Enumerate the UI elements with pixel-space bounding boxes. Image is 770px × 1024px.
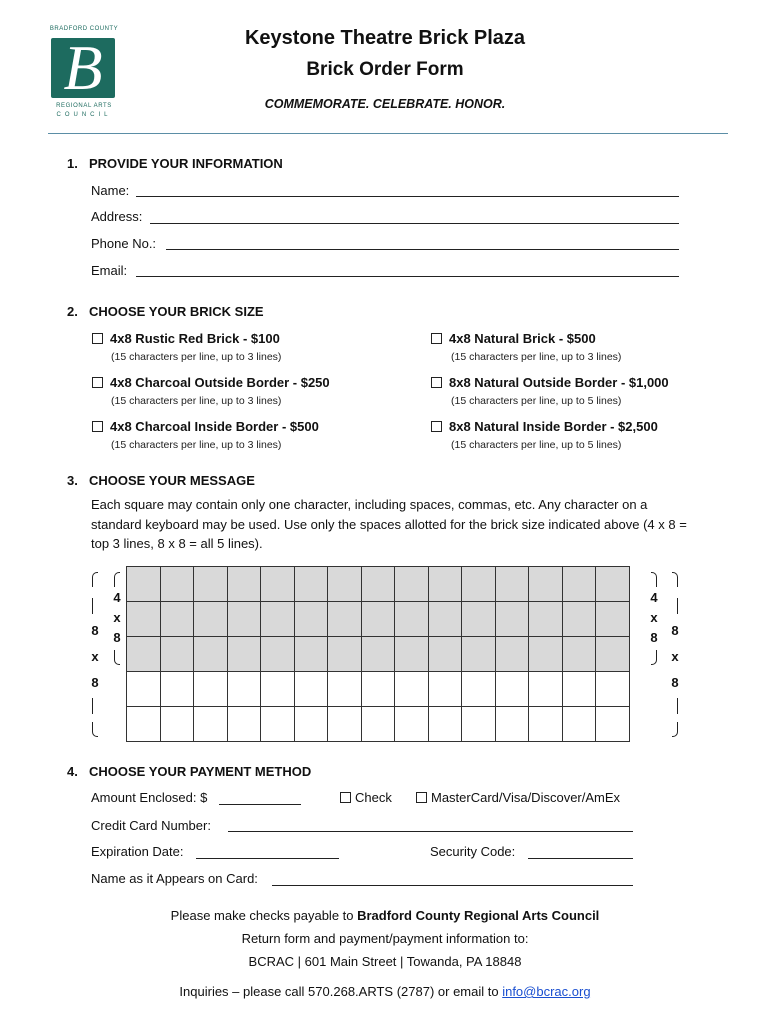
page-title: Keystone Theatre Brick Plaza xyxy=(244,27,526,49)
checkbox[interactable] xyxy=(416,792,427,803)
address-label: Address: xyxy=(91,209,143,224)
character-cell[interactable] xyxy=(562,602,596,637)
section-title: CHOOSE YOUR MESSAGE xyxy=(89,473,255,488)
phone-field[interactable] xyxy=(166,249,679,250)
email-link[interactable]: info@bcrac.org xyxy=(502,984,591,999)
option-label: 4x8 Charcoal Inside Border - $500 xyxy=(110,419,319,434)
logo-top-text: BRADFORD COUNTY xyxy=(49,26,119,32)
section-number: 4. xyxy=(67,764,78,779)
character-cell[interactable] xyxy=(160,672,194,707)
character-cell[interactable] xyxy=(328,672,362,707)
character-cell[interactable] xyxy=(428,602,462,637)
character-cell[interactable] xyxy=(361,672,395,707)
mailing-address: BCRAC | 601 Main Street | Towanda, PA 18848 xyxy=(248,954,522,969)
label-8x8-x: x xyxy=(671,649,679,664)
right-8x8-bracket xyxy=(668,572,682,738)
character-cell[interactable] xyxy=(596,672,630,707)
character-cell[interactable] xyxy=(495,637,529,672)
character-cell[interactable] xyxy=(596,637,630,672)
character-cell[interactable] xyxy=(294,672,328,707)
section-4-heading xyxy=(67,764,311,779)
option-label: 4x8 Charcoal Outside Border - $250 xyxy=(110,375,330,390)
section-number: 3. xyxy=(67,473,78,488)
check-option[interactable] xyxy=(340,790,392,805)
checkbox[interactable] xyxy=(431,333,442,344)
payable-prefix: Please make checks payable to xyxy=(170,908,358,923)
character-cell[interactable] xyxy=(160,567,194,602)
option-4x8-charcoal-outside[interactable] xyxy=(92,375,330,390)
tagline: COMMEMORATE. CELEBRATE. HONOR. xyxy=(264,97,506,111)
message-instructions: Each square may contain only one character, including spaces, commas, etc. Any character on a standard keyboard may be used. Use only the spaces allotted for the brick size indicated above (4 x 8 = top 3 lines, 8 x 8 = all 5 lines). xyxy=(91,497,687,551)
expiration-label: Expiration Date: xyxy=(91,844,184,859)
character-cell[interactable] xyxy=(194,637,228,672)
character-cell[interactable] xyxy=(227,602,261,637)
character-cell[interactable] xyxy=(596,567,630,602)
character-cell[interactable] xyxy=(261,567,295,602)
logo-bottom-text: REGIONAL ARTS xyxy=(56,103,112,109)
character-cell[interactable] xyxy=(261,637,295,672)
character-cell[interactable] xyxy=(261,602,295,637)
name-on-card-label: Name as it Appears on Card: xyxy=(91,871,258,886)
character-cell[interactable] xyxy=(395,672,429,707)
grid-row xyxy=(127,602,630,637)
character-cell[interactable] xyxy=(562,567,596,602)
label-4x8-8: 8 xyxy=(650,630,658,645)
option-note: (15 characters per line, up to 3 lines) xyxy=(111,395,282,407)
character-cell[interactable] xyxy=(127,707,161,742)
label-8x8-x: x xyxy=(91,649,99,664)
character-cell[interactable] xyxy=(328,637,362,672)
character-cell[interactable] xyxy=(227,707,261,742)
character-cell[interactable] xyxy=(261,672,295,707)
option-8x8-natural-inside[interactable] xyxy=(431,419,658,434)
character-cell[interactable] xyxy=(428,672,462,707)
character-cell[interactable] xyxy=(294,637,328,672)
section-2-heading xyxy=(67,304,264,319)
section-title: CHOOSE YOUR BRICK SIZE xyxy=(89,304,264,319)
character-cell[interactable] xyxy=(395,567,429,602)
option-4x8-rustic-red[interactable] xyxy=(92,331,280,346)
character-cell[interactable] xyxy=(227,637,261,672)
option-note: (15 characters per line, up to 3 lines) xyxy=(451,351,622,363)
label-8x8-8a: 8 xyxy=(91,623,99,638)
option-label: 8x8 Natural Inside Border - $2,500 xyxy=(449,419,658,434)
payee-name: Bradford County Regional Arts Council xyxy=(357,908,600,923)
character-cell[interactable] xyxy=(361,602,395,637)
option-note: (15 characters per line, up to 3 lines) xyxy=(111,351,282,363)
character-cell[interactable] xyxy=(462,672,496,707)
character-cell[interactable] xyxy=(495,707,529,742)
label-4x8-x: x xyxy=(113,610,121,625)
character-cell[interactable] xyxy=(328,707,362,742)
character-cell[interactable] xyxy=(428,707,462,742)
character-cell[interactable] xyxy=(562,707,596,742)
grid-row xyxy=(127,672,630,707)
character-cell[interactable] xyxy=(562,637,596,672)
inquiries-note xyxy=(0,984,770,999)
character-cell[interactable] xyxy=(395,707,429,742)
character-cell[interactable] xyxy=(227,672,261,707)
message-grid[interactable] xyxy=(126,566,630,742)
label-4x8-8: 8 xyxy=(113,630,121,645)
option-label: 8x8 Natural Outside Border - $1,000 xyxy=(449,375,669,390)
character-cell[interactable] xyxy=(462,602,496,637)
security-code-label: Security Code: xyxy=(430,844,516,859)
character-cell[interactable] xyxy=(194,672,228,707)
option-4x8-charcoal-inside[interactable] xyxy=(92,419,319,434)
character-cell[interactable] xyxy=(261,707,295,742)
character-cell[interactable] xyxy=(160,637,194,672)
section-3-heading xyxy=(67,473,255,488)
checkbox[interactable] xyxy=(340,792,351,803)
label-8x8-8b: 8 xyxy=(671,675,679,690)
character-cell[interactable] xyxy=(127,602,161,637)
option-note: (15 characters per line, up to 5 lines) xyxy=(451,439,622,451)
character-cell[interactable] xyxy=(194,707,228,742)
character-cell[interactable] xyxy=(194,602,228,637)
character-cell[interactable] xyxy=(361,707,395,742)
label-4x8-4: 4 xyxy=(650,590,658,605)
character-cell[interactable] xyxy=(395,637,429,672)
right-4x8-bracket xyxy=(647,572,661,668)
option-note: (15 characters per line, up to 3 lines) xyxy=(111,439,282,451)
email-label: Email: xyxy=(91,263,128,278)
phone-label: Phone No.: xyxy=(91,236,157,251)
character-cell[interactable] xyxy=(160,602,194,637)
option-note: (15 characters per line, up to 5 lines) xyxy=(451,395,622,407)
checkbox[interactable] xyxy=(431,377,442,388)
label-8x8-8b: 8 xyxy=(91,675,99,690)
payable-note xyxy=(0,908,770,923)
inquiries-prefix: Inquiries – please call 570.268.ARTS (2787) or email to xyxy=(179,984,503,999)
card-option[interactable] xyxy=(416,790,620,805)
character-cell[interactable] xyxy=(294,602,328,637)
label-4x8-4: 4 xyxy=(113,590,121,605)
character-cell[interactable] xyxy=(495,672,529,707)
page-subtitle: Brick Order Form xyxy=(306,59,464,80)
section-number: 1. xyxy=(67,156,78,171)
character-cell[interactable] xyxy=(562,672,596,707)
checkbox[interactable] xyxy=(92,377,103,388)
character-cell[interactable] xyxy=(361,637,395,672)
header-divider xyxy=(48,133,728,134)
email-field[interactable] xyxy=(136,276,679,277)
checkbox[interactable] xyxy=(92,333,103,344)
grid-row xyxy=(127,567,630,602)
character-cell[interactable] xyxy=(529,637,563,672)
character-cell[interactable] xyxy=(160,707,194,742)
option-label: 4x8 Natural Brick - $500 xyxy=(449,331,596,346)
character-cell[interactable] xyxy=(529,567,563,602)
grid-row xyxy=(127,637,630,672)
card-number-field[interactable] xyxy=(228,831,633,832)
amount-label: Amount Enclosed: $ xyxy=(91,790,208,805)
character-cell[interactable] xyxy=(529,602,563,637)
address-field[interactable] xyxy=(150,223,679,224)
name-field[interactable] xyxy=(136,196,679,197)
card-number-label: Credit Card Number: xyxy=(91,818,211,833)
character-cell[interactable] xyxy=(294,707,328,742)
character-cell[interactable] xyxy=(127,672,161,707)
character-cell[interactable] xyxy=(495,602,529,637)
character-cell[interactable] xyxy=(462,567,496,602)
character-cell[interactable] xyxy=(529,672,563,707)
character-cell[interactable] xyxy=(428,637,462,672)
left-4x8-bracket xyxy=(110,572,124,668)
section-1-heading xyxy=(67,156,283,171)
section-title: PROVIDE YOUR INFORMATION xyxy=(89,156,283,171)
character-cell[interactable] xyxy=(227,567,261,602)
character-cell[interactable] xyxy=(328,602,362,637)
section-number: 2. xyxy=(67,304,78,319)
character-cell[interactable] xyxy=(127,637,161,672)
logo-letter: B xyxy=(63,32,103,103)
option-8x8-natural-outside[interactable] xyxy=(431,375,669,390)
logo-bottom-text2: COUNCIL xyxy=(56,112,112,118)
character-cell[interactable] xyxy=(328,567,362,602)
amount-field[interactable] xyxy=(219,804,301,805)
card-label: MasterCard/Visa/Discover/AmEx xyxy=(431,790,621,805)
character-cell[interactable] xyxy=(194,567,228,602)
character-cell[interactable] xyxy=(529,707,563,742)
left-8x8-bracket xyxy=(88,572,102,738)
check-label: Check xyxy=(355,790,392,805)
character-cell[interactable] xyxy=(294,567,328,602)
option-label: 4x8 Rustic Red Brick - $100 xyxy=(110,331,280,346)
character-cell[interactable] xyxy=(127,567,161,602)
return-note: Return form and payment/payment information to: xyxy=(241,931,529,946)
option-4x8-natural[interactable] xyxy=(431,331,596,346)
security-code-field[interactable] xyxy=(528,858,633,859)
character-cell[interactable] xyxy=(361,567,395,602)
checkbox[interactable] xyxy=(92,421,103,432)
name-label: Name: xyxy=(91,183,130,198)
character-cell[interactable] xyxy=(395,602,429,637)
character-cell[interactable] xyxy=(428,567,462,602)
label-8x8-8a: 8 xyxy=(671,623,679,638)
character-cell[interactable] xyxy=(596,602,630,637)
character-cell[interactable] xyxy=(462,637,496,672)
grid-row xyxy=(127,707,630,742)
section-title: CHOOSE YOUR PAYMENT METHOD xyxy=(89,764,312,779)
checkbox[interactable] xyxy=(431,421,442,432)
character-cell[interactable] xyxy=(596,707,630,742)
character-cell[interactable] xyxy=(462,707,496,742)
character-cell[interactable] xyxy=(495,567,529,602)
name-on-card-field[interactable] xyxy=(272,885,633,886)
label-4x8-x: x xyxy=(650,610,658,625)
expiration-field[interactable] xyxy=(196,858,339,859)
